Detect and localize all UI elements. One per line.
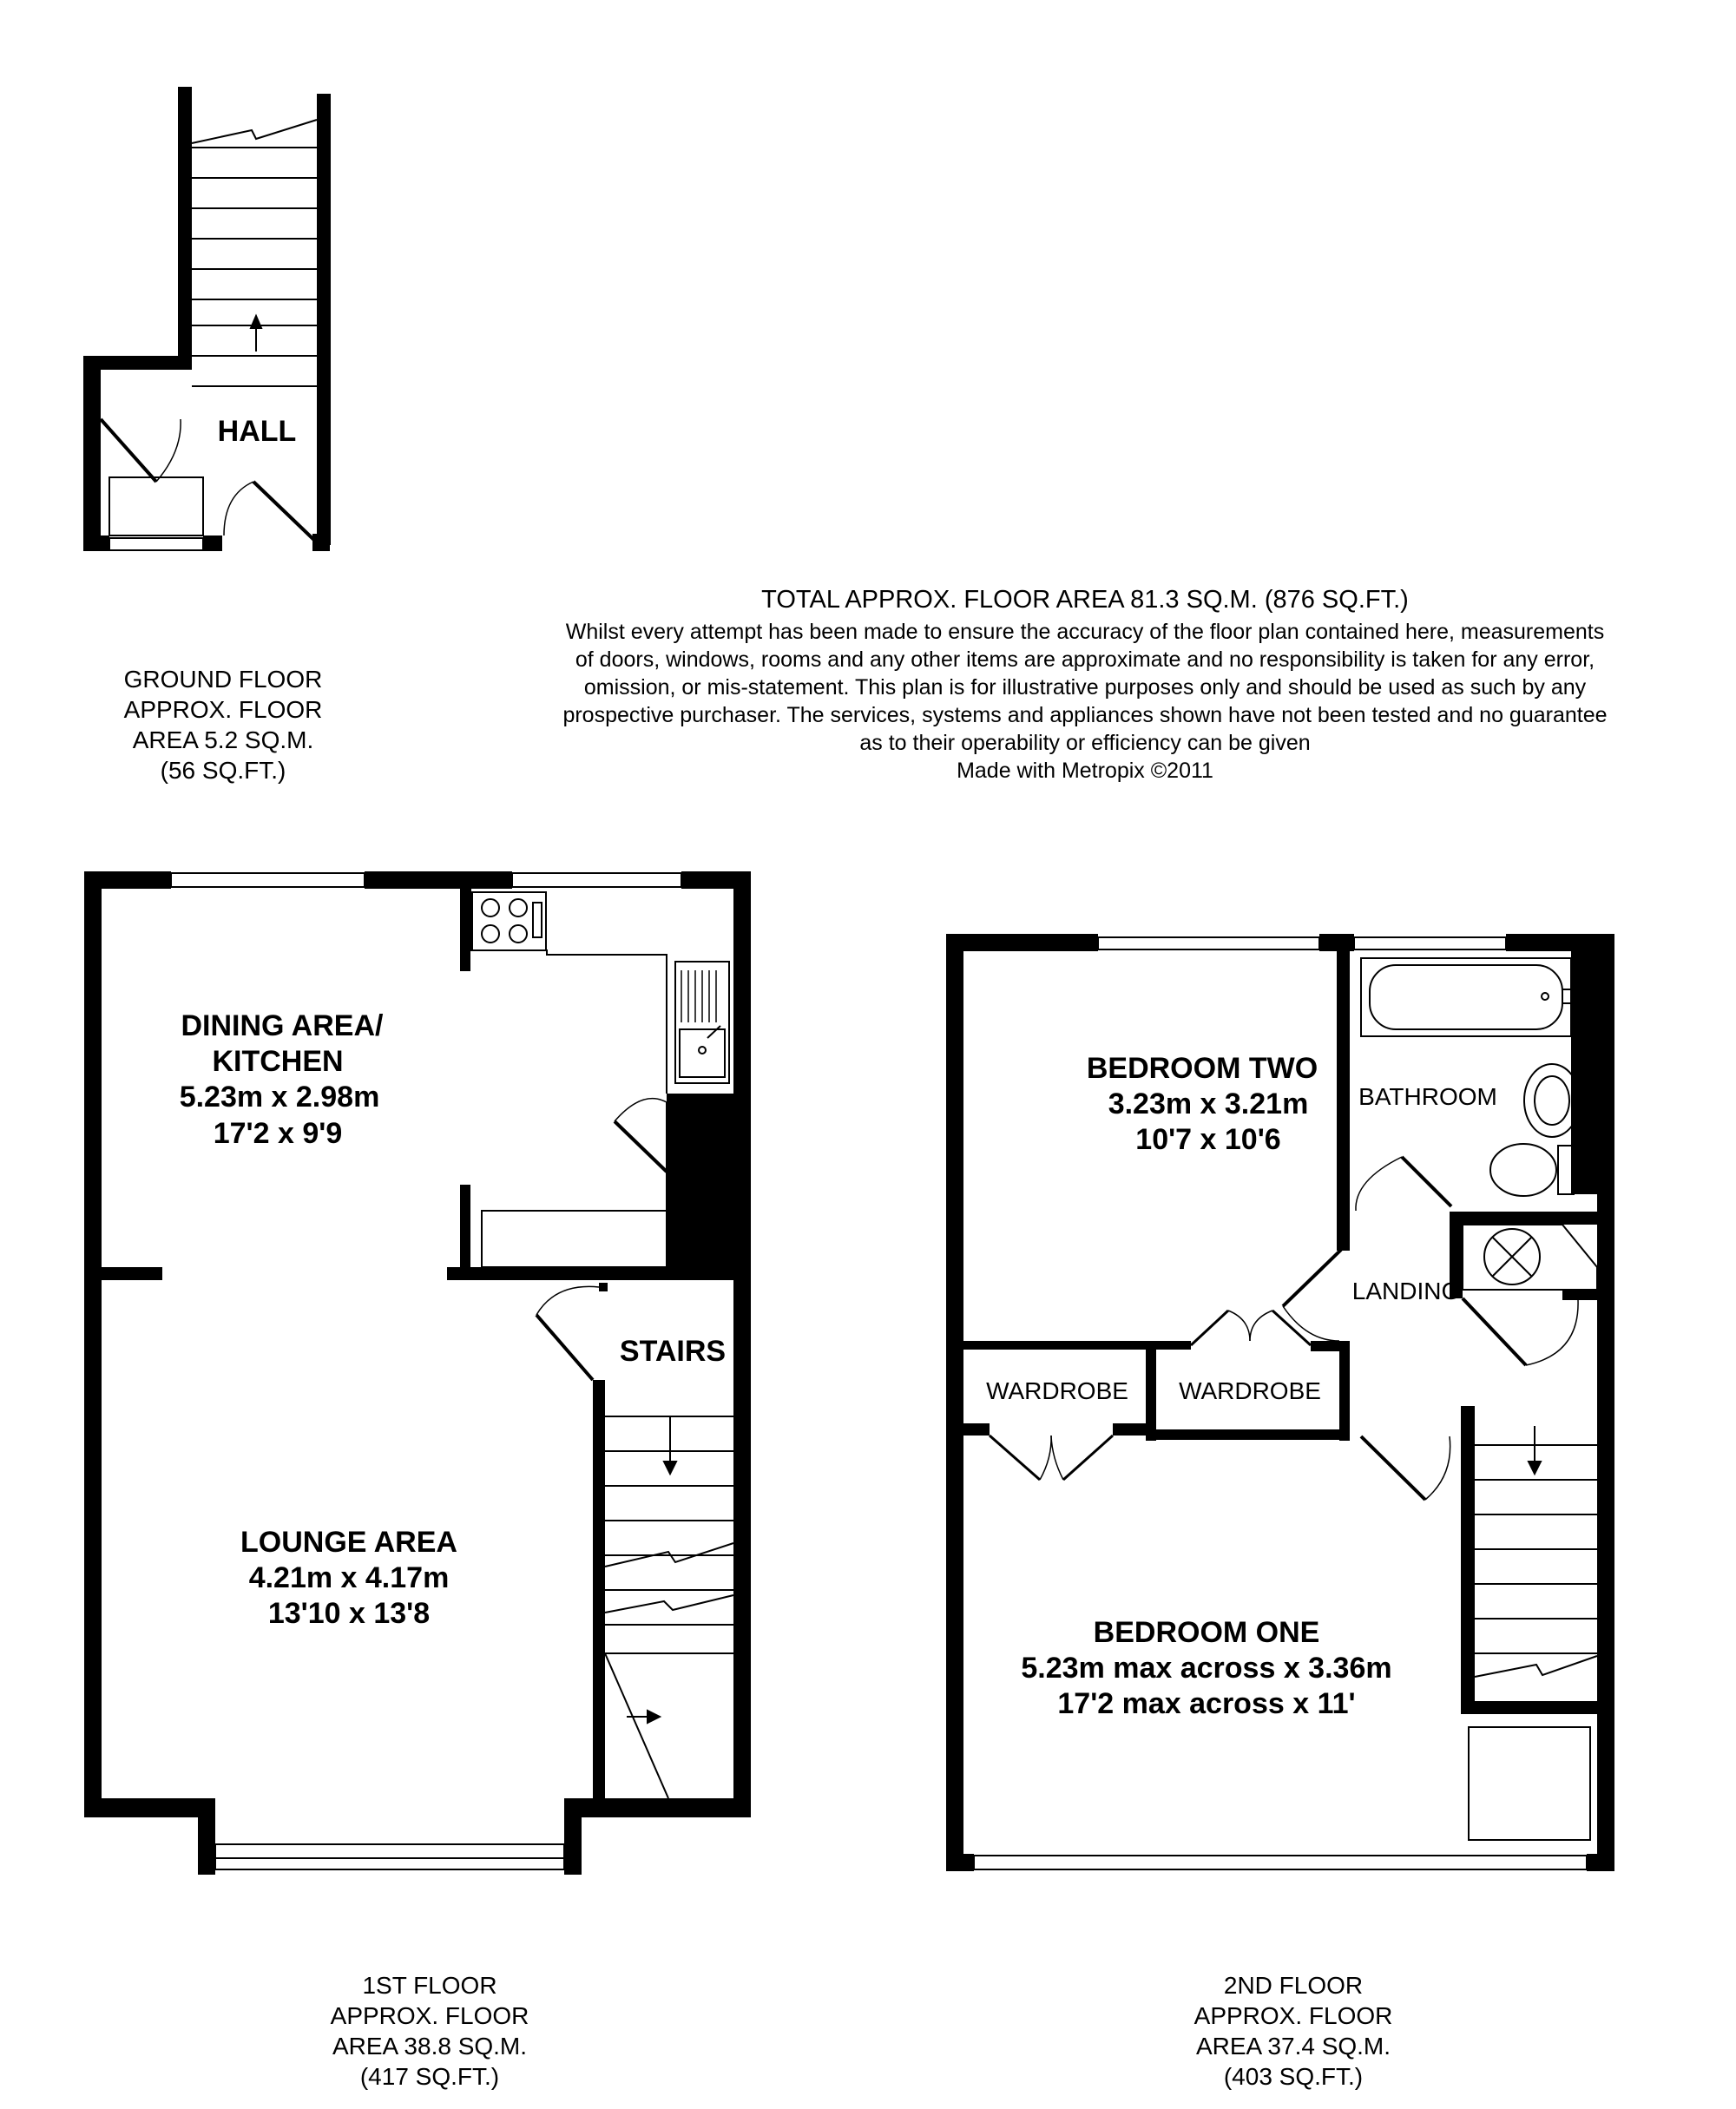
- second-floor-caption: [1194, 1972, 1393, 2090]
- caption-line: AREA 38.8 SQ.M.: [332, 2033, 528, 2060]
- bedroom-one-label: BEDROOM ONE: [1093, 1616, 1320, 1649]
- ground-floor-caption: [124, 666, 323, 784]
- first-floor-caption: [331, 1972, 529, 2090]
- lounge-dimensions-metric: 4.21m x 4.17m: [248, 1561, 450, 1594]
- disclaimer-line: prospective purchaser. The services, systems and appliances shown have not been tested and no guarantee: [562, 703, 1608, 727]
- bedroom-two-dimensions-metric: 3.23m x 3.21m: [1108, 1087, 1309, 1120]
- caption-line: (417 SQ.FT.): [359, 2063, 500, 2090]
- caption-line: APPROX. FLOOR: [123, 696, 323, 723]
- caption-line: APPROX. FLOOR: [1194, 2002, 1393, 2029]
- made-with-credit: Made with Metropix ©2011: [957, 759, 1213, 783]
- lounge-label: LOUNGE AREA: [240, 1526, 457, 1559]
- bedroom-two-dimensions-imperial: 10'7 x 10'6: [1135, 1123, 1281, 1156]
- lounge-dimensions-imperial: 13'10 x 13'8: [267, 1597, 431, 1630]
- dining-kitchen-label: DINING AREA/: [181, 1009, 384, 1042]
- bedroom-one-dimensions-imperial: 17'2 max across x 11': [1057, 1687, 1356, 1720]
- caption-line: AREA 37.4 SQ.M.: [1195, 2033, 1391, 2060]
- floor-area-summary: [562, 586, 1607, 783]
- disclaimer-line: as to their operability or efficiency can be given: [859, 731, 1311, 755]
- dining-kitchen-label: KITCHEN: [212, 1045, 344, 1078]
- caption-line: 2ND FLOOR: [1223, 1972, 1364, 1999]
- bedroom-two-label: BEDROOM TWO: [1086, 1052, 1318, 1085]
- disclaimer-line: of doors, windows, rooms and any other items are approximate and no responsibility is taken for any error,: [575, 647, 1595, 672]
- second-floor-plan: [946, 934, 1614, 1871]
- ground-floor-plan: [83, 87, 331, 551]
- disclaimer-line: omission, or mis-statement. This plan is for illustrative purposes only and should be used as such by any: [583, 675, 1587, 700]
- caption-line: 1ST FLOOR: [362, 1972, 497, 1999]
- caption-line: APPROX. FLOOR: [330, 2002, 529, 2029]
- wardrobe-left-label: WARDROBE: [986, 1377, 1128, 1404]
- disclaimer-line: Whilst every attempt has been made to ensure the accuracy of the floor plan contained here, measurements: [565, 620, 1605, 644]
- caption-line: (403 SQ.FT.): [1223, 2063, 1364, 2090]
- dining-kitchen-dimensions-imperial: 17'2 x 9'9: [213, 1117, 343, 1150]
- first-floor-plan: [84, 871, 751, 1875]
- hall-label: HALL: [217, 415, 297, 448]
- bedroom-one-dimensions-metric: 5.23m max across x 3.36m: [1021, 1652, 1392, 1685]
- dining-kitchen-dimensions-metric: 5.23m x 2.98m: [179, 1081, 380, 1114]
- total-floor-area: TOTAL APPROX. FLOOR AREA 81.3 SQ.M. (876 SQ.FT.): [761, 586, 1409, 614]
- bathroom-label: BATHROOM: [1358, 1083, 1497, 1110]
- landing-label: LANDING: [1351, 1278, 1461, 1304]
- caption-line: GROUND FLOOR: [123, 666, 323, 693]
- stairs-label: STAIRS: [619, 1335, 727, 1368]
- caption-line: (56 SQ.FT.): [160, 757, 286, 784]
- wardrobe-right-label: WARDROBE: [1179, 1377, 1321, 1404]
- caption-line: AREA 5.2 SQ.M.: [132, 726, 314, 753]
